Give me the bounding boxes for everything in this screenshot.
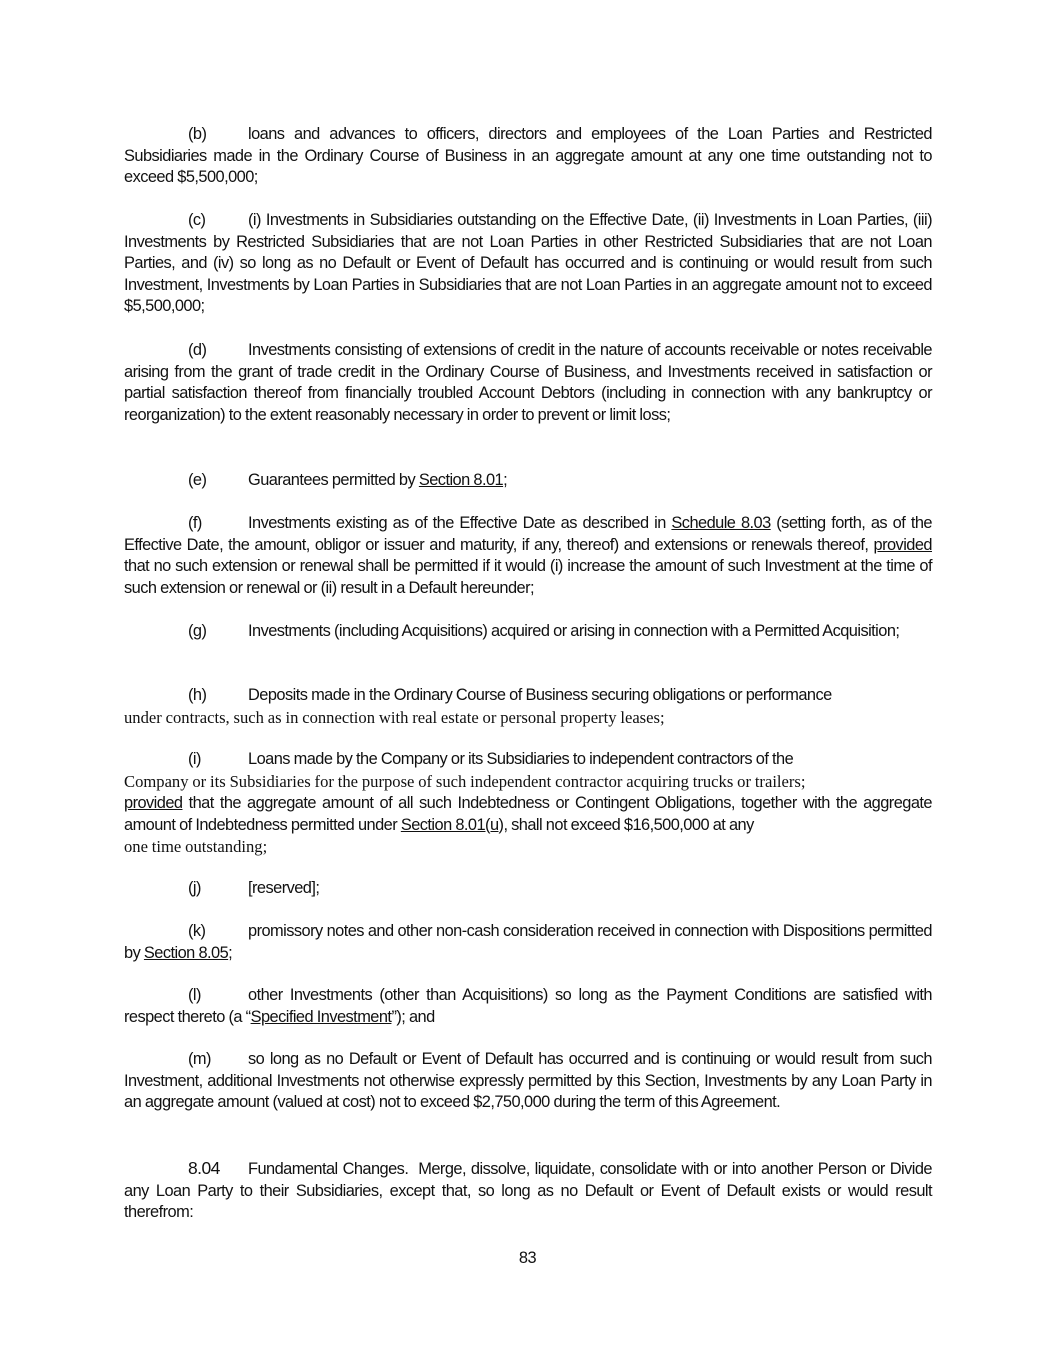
paragraph-j [124,878,932,900]
paragraph-text: , shall not exceed $16,500,000 at any [503,815,754,834]
paragraph-l [124,985,932,1028]
paragraph-marker: (g) [188,622,207,640]
paragraph-text: Investments (including Acquisitions) acquired or arising in connection with a Permitted Acquisition; [248,622,900,640]
paragraph-text: Company or its Subsidiaries for the purpose of such independent contractor acquiring trucks or trailers; [124,771,806,791]
paragraph-text: under contracts, such as in connection with real estate or personal property leases; [124,707,665,727]
paragraph-k [124,921,932,964]
paragraph-c [124,210,932,318]
paragraph-i [124,749,932,859]
paragraph-g [124,621,932,643]
paragraph-text: (setting forth, as of the Effective Date, the amount, obligor or issuer and maturity, if any, thereof) and extensions or renewals thereof, [124,514,932,554]
paragraph-text: (i) Investments in Subsidiaries outstanding on the Effective Date, (ii) Investments in Loan Parties, (iii) Investments by Restricted Subsidiaries that are not Loan Parties in other Restricted Subsidiaries that are not Loan Parties, and (iv) so long as no Default or Event of Default has occurred and is continuing or would result from such Investment, Investments by Loan Parties in Subsidiaries that are not Loan Parties in an aggregate amount not to exceed $5,500,000; [124,211,932,315]
provided-term: provided [873,535,932,554]
schedule-reference-link[interactable]: Schedule 8.03 [671,514,771,532]
paragraph-marker: (c) [188,211,206,229]
paragraph-text: so long as no Default or Event of Default has occurred and is continuing or would result from such Investment, additional Investments not otherwise expressly permitted by this Section, Investments by any Loan Party in an aggregate amount (valued at cost) not to exceed $2,750,000 during the term of this Agreement. [124,1050,932,1111]
paragraph-marker: (j) [188,879,201,897]
paragraph-d [124,340,932,426]
paragraph-marker: (h) [188,686,207,704]
paragraph-m [124,1049,932,1114]
section-reference-link[interactable]: Section 8.01 [418,471,504,489]
paragraph-e [124,470,932,492]
paragraph-b [124,124,932,189]
paragraph-marker: (m) [188,1050,211,1068]
provided-term: provided [124,794,183,812]
paragraph-marker: (i) [188,750,201,768]
paragraph-text: Guarantees permitted by [248,471,419,489]
paragraph-text: one time outstanding; [124,837,268,856]
paragraph-text: ”); and [391,1007,435,1026]
paragraph-h [124,685,932,729]
page-number: 83 [518,1249,537,1267]
section-8-04 [124,1158,932,1224]
paragraph-text: Loans made by the Company or its Subsidiaries to independent contractors of the [248,750,794,768]
paragraph-text: ; [228,943,233,962]
paragraph-f [124,513,932,599]
paragraph-marker: (b) [188,125,207,143]
paragraph-text: that the aggregate amount of all such Indebtedness or Contingent Obligations, together with the aggregate amount of Indebtedness permitted under [124,794,932,834]
paragraph-text: Deposits made in the Ordinary Course of Business securing obligations or performance [248,686,832,704]
paragraph-text: ; [503,471,508,489]
paragraph-text: loans and advances to officers, directors and employees of the Loan Parties and Restricted Subsidiaries made in the Ordinary Course of Business in an aggregate amount at any one time outstanding not to exceed $5,500,000; [124,125,932,186]
paragraph-text: other Investments (other than Acquisitions) so long as the Payment Conditions are satisfied with respect thereto (a “ [124,986,932,1026]
defined-term: Specified Investment [250,1007,392,1026]
paragraph-marker: (f) [188,514,202,532]
paragraph-text: that no such extension or renewal shall be permitted if it would (i) increase the amount of such Investment at the time of such extension or renewal or (ii) result in a Default hereunder; [124,557,932,597]
section-number: 8.04 [188,1158,220,1178]
paragraph-text: [reserved]; [248,879,320,897]
paragraph-marker: (l) [188,986,201,1004]
paragraph-marker: (k) [188,922,206,940]
paragraph-marker: (d) [188,341,207,359]
section-reference-link[interactable]: Section 8.01(u) [400,815,504,834]
paragraph-text: Investments consisting of extensions of credit in the nature of accounts receivable or notes receivable arising from the grant of trade credit in the Ordinary Course of Business, and Investments received in satisfaction or partial satisfaction thereof from financially troubled Account Debtors (including in connection with any bankruptcy or reorganization) to the extent reasonably necessary in order to prevent or limit loss; [124,341,932,424]
paragraph-text: promissory notes and other non-cash consideration received in connection with Dispositions permitted by [124,922,932,962]
section-title: Fundamental Changes. [248,1160,409,1178]
paragraph-marker: (e) [188,471,207,489]
section-reference-link[interactable]: Section 8.05 [143,943,229,962]
paragraph-text: Investments existing as of the Effective Date as described in [248,514,672,532]
section-text: Merge, dissolve, liquidate, consolidate with or into another Person or Divide any Loan Party to their Subsidiaries, except that, so long as no Default or Event of Default exists or would result therefrom: [124,1160,932,1221]
